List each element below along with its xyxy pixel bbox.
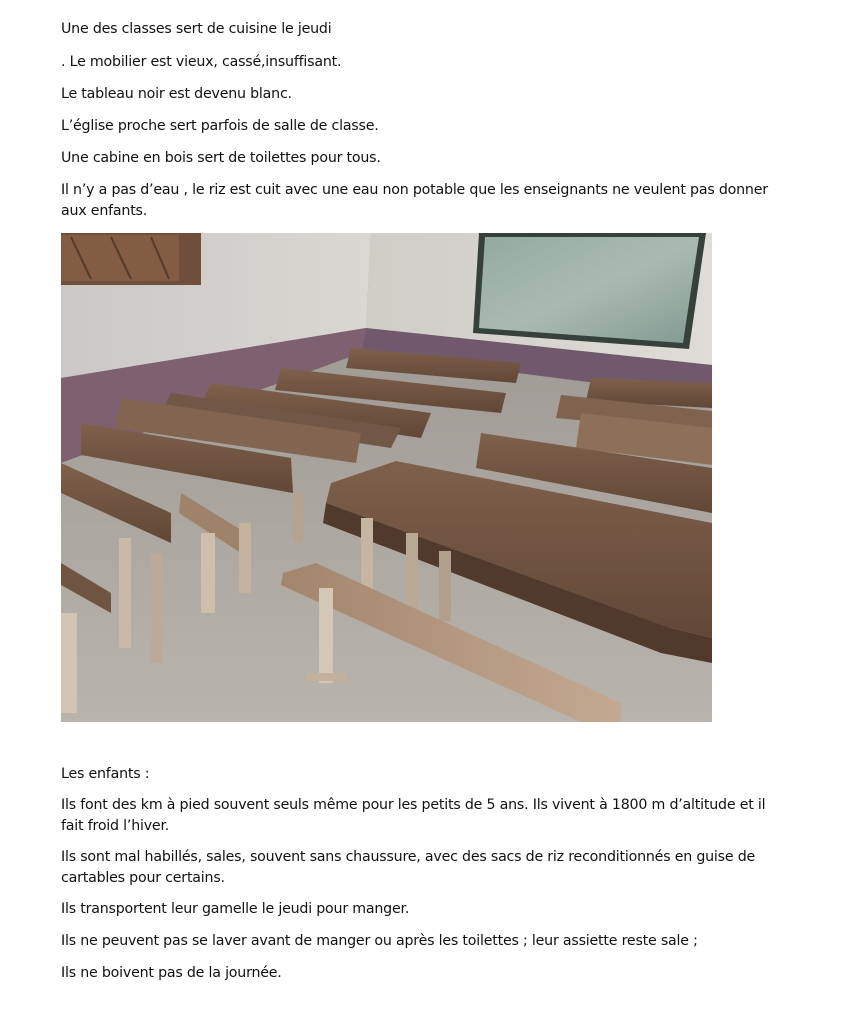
paragraph-children-heading: Les enfants :	[61, 766, 150, 782]
paragraph-clothes: Ils sont mal habillés, sales, souvent sans chaussure, avec des sacs de riz reconditionnés en guise de cartables pour certains.	[61, 849, 756, 886]
paragraph-church: L’église proche sert parfois de salle de classe.	[61, 118, 379, 134]
paragraph-kitchen: Une des classes sert de cuisine le jeudi	[61, 21, 332, 37]
paragraph-blackboard: Le tableau noir est devenu blanc.	[61, 86, 292, 102]
paragraph-washing: Ils ne peuvent pas se laver avant de manger ou après les toilettes ; leur assiette reste sale ;	[61, 933, 698, 949]
paragraph-lunchbox: Ils transportent leur gamelle le jeudi pour manger.	[61, 901, 410, 917]
paragraph-furniture: . Le mobilier est vieux, cassé,insuffisant.	[61, 54, 342, 70]
paragraph-water: Il n’y a pas d’eau , le riz est cuit avec une eau non potable que les enseignants ne veulent pas donner aux enfants.	[61, 182, 768, 219]
paragraph-walk: Ils font des km à pied souvent seuls même pour les petits de 5 ans. Ils vivent à 1800 m d’altitude et il fait froid l’hiver.	[61, 797, 766, 834]
paragraph-drinking: Ils ne boivent pas de la journée.	[61, 965, 282, 981]
classroom-desks-photo	[61, 233, 712, 722]
paragraph-toilets: Une cabine en bois sert de toilettes pour tous.	[61, 150, 381, 166]
